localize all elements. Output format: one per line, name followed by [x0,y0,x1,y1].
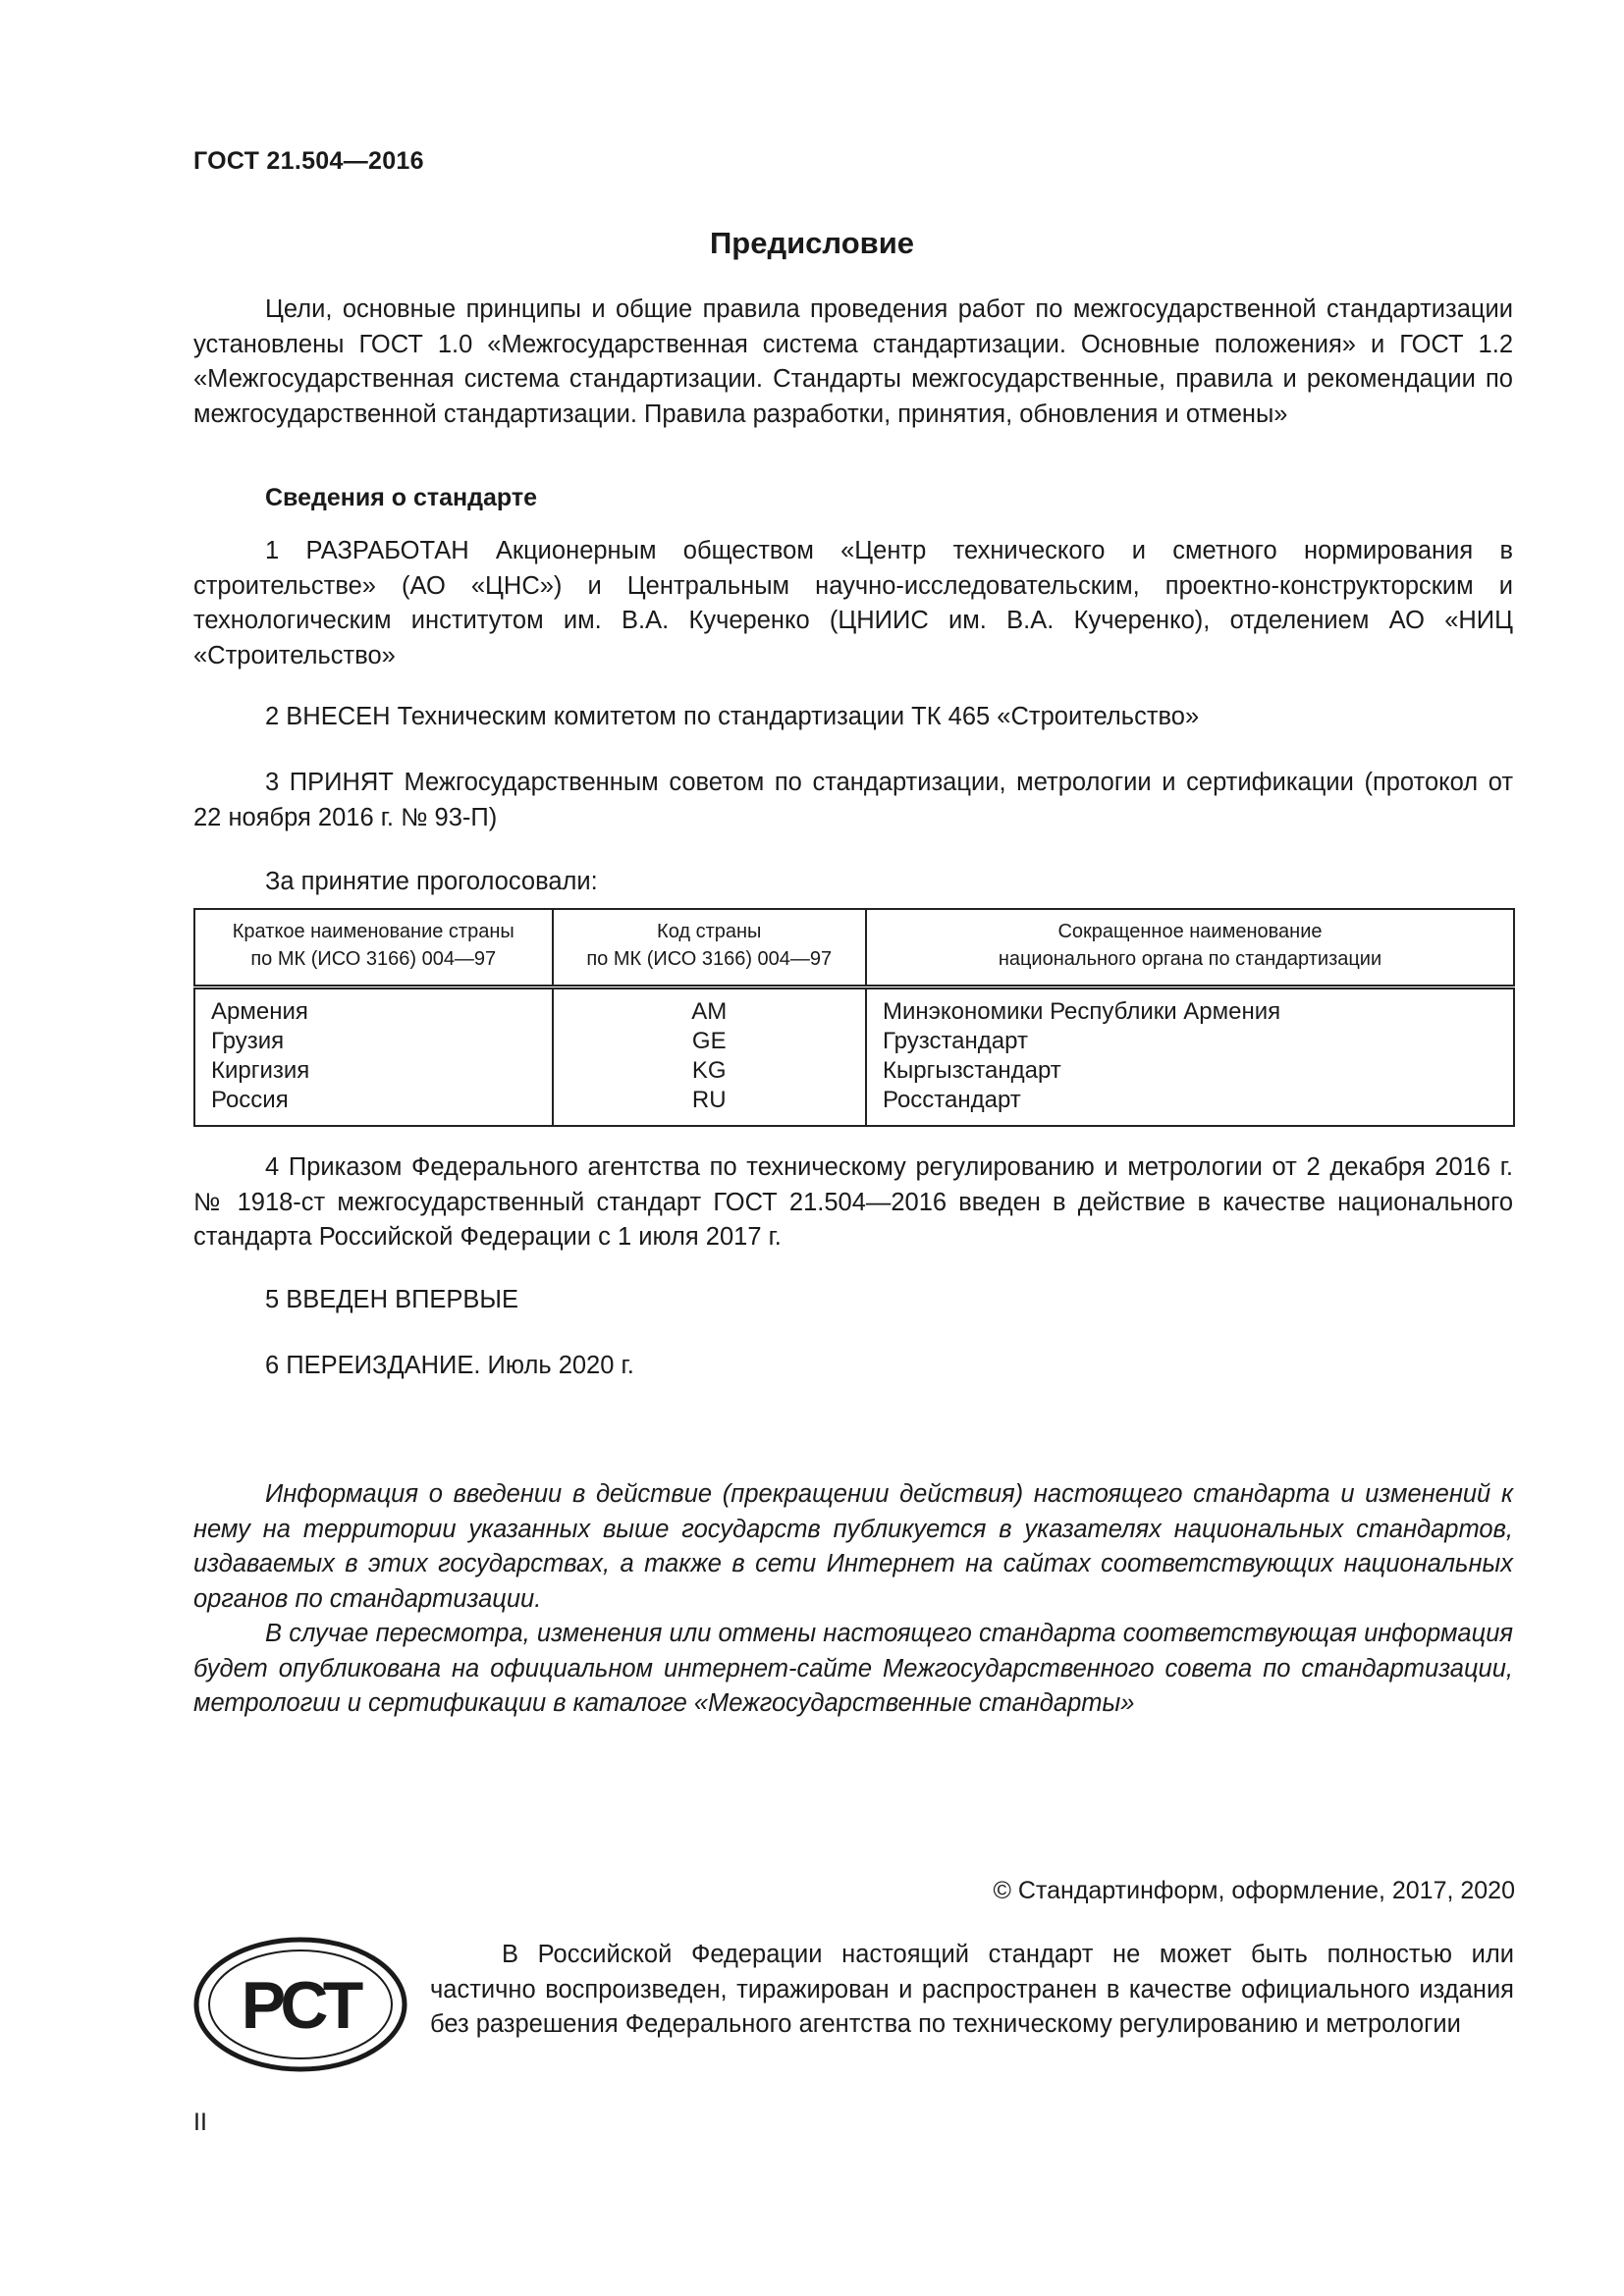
section-heading: Сведения о стандарте [265,484,538,511]
table-row [194,1027,1514,1056]
cell-authority: Росстандарт [866,1086,1514,1126]
table-header-code [553,909,866,988]
header-line: Краткое наименование страны [232,921,514,942]
cell-authority: Минэкономики Республики Армения [866,988,1514,1028]
item-3-paragraph: 3 ПРИНЯТ Межгосударственным советом по стандартизации, метрологии и сертификации (протокол от 22 ноября 2016 г. № 93-П) [193,769,1513,831]
cell-authority: Грузстандарт [866,1027,1514,1056]
item-6-block [193,1349,1513,1384]
header-line: по МК (ИСО 3166) 004—97 [586,948,833,970]
table-header-country [194,909,553,988]
table-header-authority [866,909,1514,988]
item-1-paragraph: 1 РАЗРАБОТАН Акционерным обществом «Центр технического и сметного нормирования в строительстве» (АО «ЦНС») и Центральным научно-исследовательским, проектно-конструкторским и технологическим институтом им. В.А. Кучеренко (ЦНИИС им. В.А. Кучеренко), отделением АО «НИЦ «Строительство» [193,537,1513,669]
cell-authority: Кыргызстандарт [866,1056,1514,1086]
info-paragraph: В случае пересмотра, изменения или отмены настоящего стандарта соответствующая информация будет опубликована на официальном интернет-сайте Межгосударственного совета по стандартизации, метрологии и сертификации в каталоге «Межгосударственные стандарты» [193,1620,1513,1717]
voted-block [193,865,1513,900]
table-row [194,988,1514,1028]
item-2-block [193,700,1513,735]
cell-country: Киргизия [194,1056,553,1086]
intro-paragraph: Цели, основные принципы и общие правила проведения работ по межгосударственной стандартизации установлены ГОСТ 1.0 «Межгосударственная система стандартизации. Основные положения» и ГОСТ 1.2 «Межгосударственная система стандартизации. Стандарты межгосударственные, правила и рекомендации по межгосударственной стандартизации. Правила разработки, принятия, обновления и отмены» [193,295,1513,428]
cell-code: KG [553,1056,866,1086]
table-row [194,1056,1514,1086]
header-line: по МК (ИСО 3166) 004—97 [250,948,497,970]
item-1-block [193,534,1513,673]
cell-country: Армения [194,988,553,1028]
voting-table [193,908,1515,1127]
header-line: национального органа по стандартизации [998,948,1382,970]
item-6-paragraph: 6 ПЕРЕИЗДАНИЕ. Июль 2020 г. [265,1352,634,1379]
intro-block [193,293,1513,432]
cell-code: GE [553,1027,866,1056]
header-line: Сокращенное наименование [1057,921,1323,942]
item-4-block [193,1150,1513,1255]
item-5-block [193,1283,1513,1318]
item-4-paragraph: 4 Приказом Федерального агентства по техническому регулированию и метрологии от 2 декабря 2016 г. № 1918-ст межгосударственный стандарт ГОСТ 21.504—2016 введен в действие в качестве национального стандарта Российской Федерации с 1 июля 2017 г. [193,1153,1513,1251]
item-3-block [193,766,1513,835]
cell-code: RU [553,1086,866,1126]
info-heading-block [193,481,1513,515]
italic-info-block [193,1477,1513,1722]
item-5-paragraph: 5 ВВЕДЕН ВПЕРВЫЕ [265,1286,519,1313]
voted-label: За принятие проголосовали: [265,868,598,895]
logo-text: РСТ [241,1968,360,2043]
cell-country: Грузия [194,1027,553,1056]
copyright-line: © Стандартинформ, оформление, 2017, 2020 [993,1877,1515,1904]
table-row [194,1086,1514,1126]
header-line: Код страны [657,921,762,942]
page-number: II [193,2109,207,2136]
document-header: ГОСТ 21.504—2016 [193,147,424,175]
page-title: Предисловие [709,226,914,260]
table-header-row [194,909,1514,988]
info-paragraph: Информация о введении в действие (прекращении действия) настоящего стандарта и изменений к нему на территории указанных выше государств публикуется в указателях национальных стандартов, издаваемых в этих государствах, а также в сети Интернет на сайтах соответствующих национальных органов по стандартизации. [193,1480,1513,1613]
cell-code: AM [553,988,866,1028]
rst-certification-logo-icon [193,1937,407,2072]
item-2-paragraph: 2 ВНЕСЕН Техническим комитетом по стандартизации ТК 465 «Строительство» [265,703,1200,730]
cell-country: Россия [194,1086,553,1126]
copyright-notice: В Российской Федерации настоящий стандарт не может быть полностью или частично воспроизведен, тиражирован и распространен в качестве официального издания без разрешения Федерального агентства по техническому регулированию и метрологии [430,1941,1514,2038]
